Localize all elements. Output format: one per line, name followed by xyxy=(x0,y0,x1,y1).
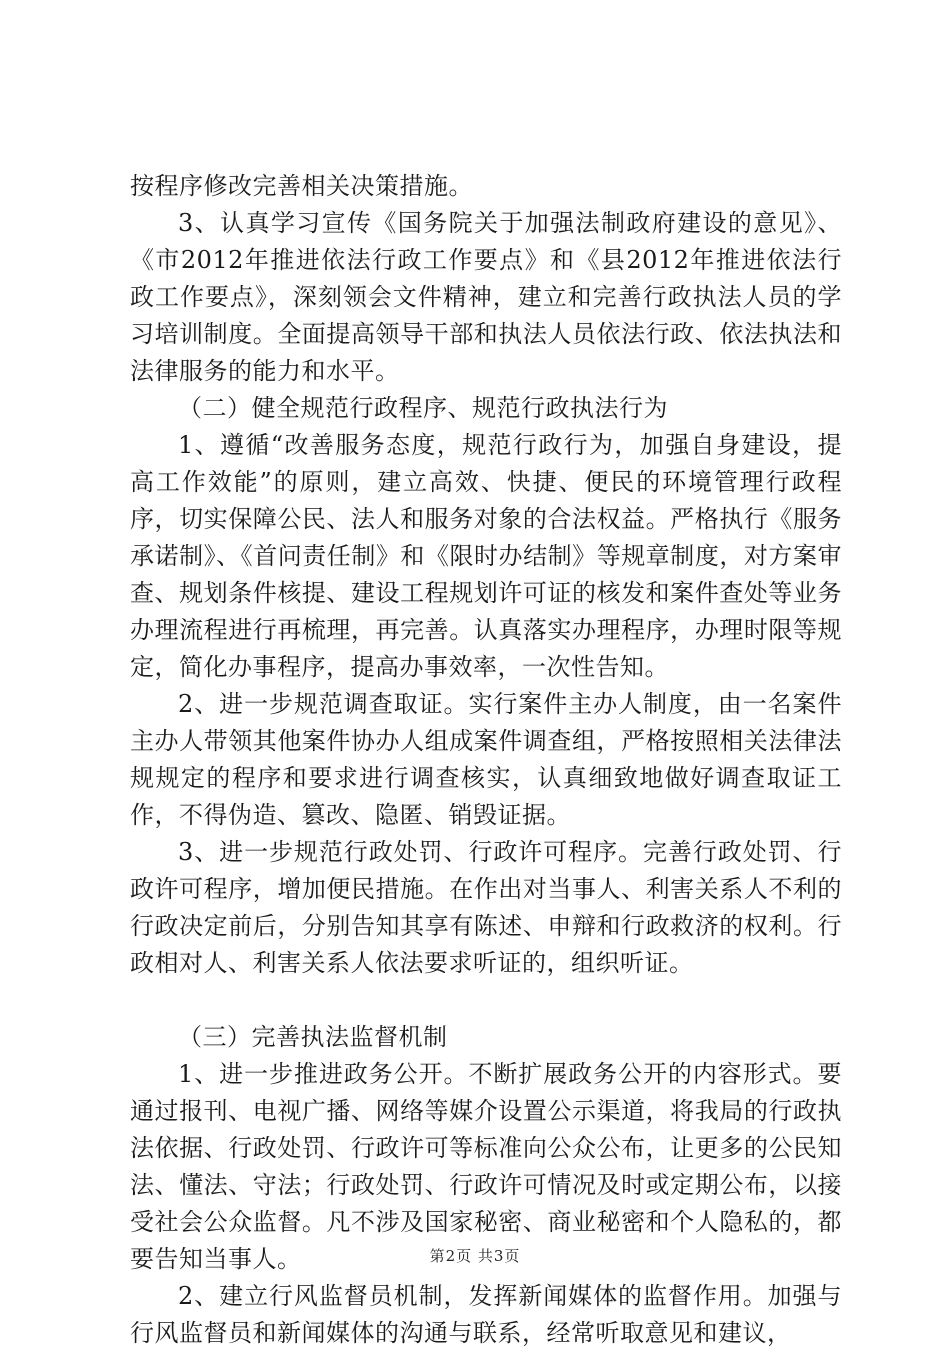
section-heading-2: （二）健全规范行政程序、规范行政执法行为 xyxy=(178,394,668,422)
paragraph-continuation: 按程序修改完善相关决策措施。 xyxy=(130,172,473,200)
document-body xyxy=(130,168,842,1352)
paragraph-item-1-openness: 1、进一步推进政务公开。不断扩展政务公开的内容形式。要通过报刊、电视广播、网络等媒介设置公示渠道，将我局的行政执法依据、行政处罚、行政许可等标准向公众公布，让更多的公民知法、懂法、守法；行政处罚、行政许可情况及时或定期公布，以接受社会公众监督。凡不涉及国家秘密、商业秘密和个人隐私的，都要告知当事人。 xyxy=(130,1060,842,1273)
paragraph-item-1-principles: 1、遵循“改善服务态度，规范行政行为，加强自身建设，提高工作效能”的原则，建立高效、快捷、便民的环境管理行政程序，切实保障公民、法人和服务对象的合法权益。严格执行《服务承诺制》、《首问责任制》和《限时办结制》等规章制度，对方案审查、规划条件核提、建设工程规划许可证的核发和案件查处等业务办理流程进行再梳理，再完善。认真落实办理程序，办理时限等规定，简化办事程序，提高办事效率，一次性告知。 xyxy=(130,431,842,681)
paragraph-item-3-penalty: 3、进一步规范行政处罚、行政许可程序。完善行政处罚、行政许可程序，增加便民措施。在作出对当事人、利害关系人不利的行政决定前后，分别告知其享有陈述、申辩和行政救济的权利。行政相对人、利害关系人依法要求听证的，组织听证。 xyxy=(130,838,842,977)
blank-line xyxy=(130,982,842,1019)
paragraph-item-3-study: 3、认真学习宣传《国务院关于加强法制政府建设的意见》、《市2012年推进依法行政工作要点》和《县2012年推进依法行政工作要点》，深刻领会文件精神，建立和完善行政执法人员的学习培训制度。全面提高领导干部和执法人员依法行政、依法执法和法律服务的能力和水平。 xyxy=(130,209,842,385)
paragraph-item-2-investigation: 2、进一步规范调查取证。实行案件主办人制度，由一名案件主办人带领其他案件协办人组成案件调查组，严格按照相关法律法规规定的程序和要求进行调查核实，认真细致地做好调查取证工作，不得伪造、篡改、隐匿、销毁证据。 xyxy=(130,690,842,829)
paragraph-item-2-supervision: 2、建立行风监督员机制，发挥新闻媒体的监督作用。加强与行风监督员和新闻媒体的沟通与联系，经常听取意见和建议， xyxy=(130,1282,842,1347)
section-heading-3: （三）完善执法监督机制 xyxy=(178,1023,448,1051)
page-number-footer: 第2页 共3页 xyxy=(429,1247,521,1265)
